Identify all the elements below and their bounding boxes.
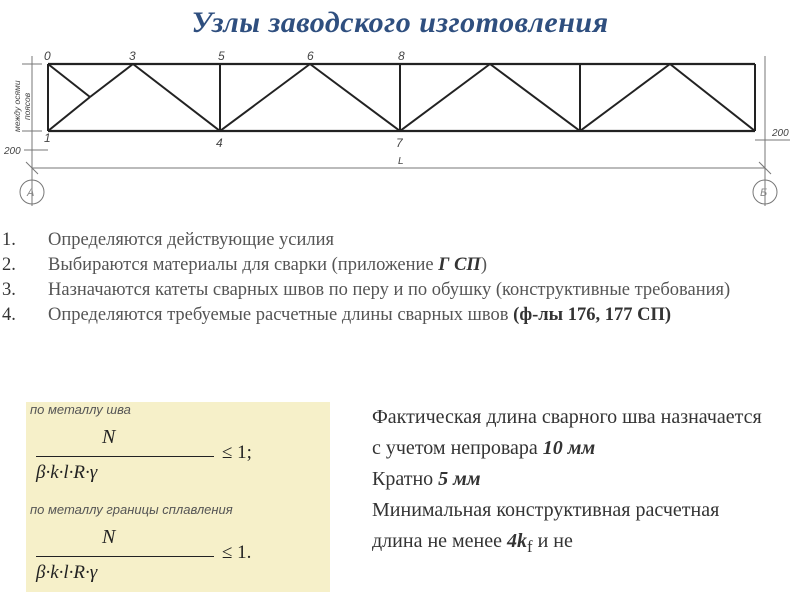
list-item: 3. Назначаются катеты сварных швов по перу и по обушку (конструктивные требования): [2, 280, 731, 300]
side-label-1: между осями: [12, 80, 22, 132]
dim-left-label: 200: [4, 146, 21, 157]
node-label-0: 0: [44, 49, 51, 63]
side-label-2: поясов: [22, 92, 32, 120]
steps-list: [0, 228, 790, 328]
formula-box: по металлу шва N β·k·l·R·γ ≤ 1; по металлу границы сплавления N β·k·l·R·γ ≤ 1.: [26, 402, 330, 592]
note-minimum-length: Минимальная конструктивная расчетная длина не менее $4k_f$ и не: [372, 499, 720, 556]
list-item: 4. Определяются требуемые расчетные длины сварных швов (ф-лы 176, 177 СП): [2, 305, 672, 325]
axis-b-label: Б: [760, 187, 768, 199]
node-label-8: 8: [398, 49, 405, 63]
node-label-4: 4: [216, 136, 223, 150]
truss-diagram: [0, 44, 800, 214]
slide-title: Узлы заводского изготовления: [191, 6, 609, 39]
span-label: L: [398, 156, 404, 167]
note-actual-length: Фактическая длина сварного шва назначается с учетом непровара 10 мм: [372, 406, 762, 459]
axis-a-label: А: [27, 187, 35, 199]
node-label-1: 1: [44, 131, 51, 145]
note-multiple: Кратно 5 мм: [372, 468, 481, 490]
node-label-5: 5: [218, 49, 225, 63]
dim-right-label: 200: [772, 128, 789, 139]
weld-length-notes: [372, 402, 772, 562]
node-label-3: 3: [129, 49, 136, 63]
truss-web: [48, 64, 755, 131]
node-label-7: 7: [396, 136, 403, 150]
list-item: 1. Определяются действующие усилия: [2, 230, 335, 250]
formula-caption-weld: по металлу шва: [30, 402, 131, 417]
list-item: 2. Выбираются материалы для сварки (приложение Г СП): [2, 255, 487, 275]
formula-caption-fusion: по металлу границы сплавления: [30, 502, 233, 517]
truss-chords: [48, 64, 755, 131]
node-label-6: 6: [307, 49, 314, 63]
